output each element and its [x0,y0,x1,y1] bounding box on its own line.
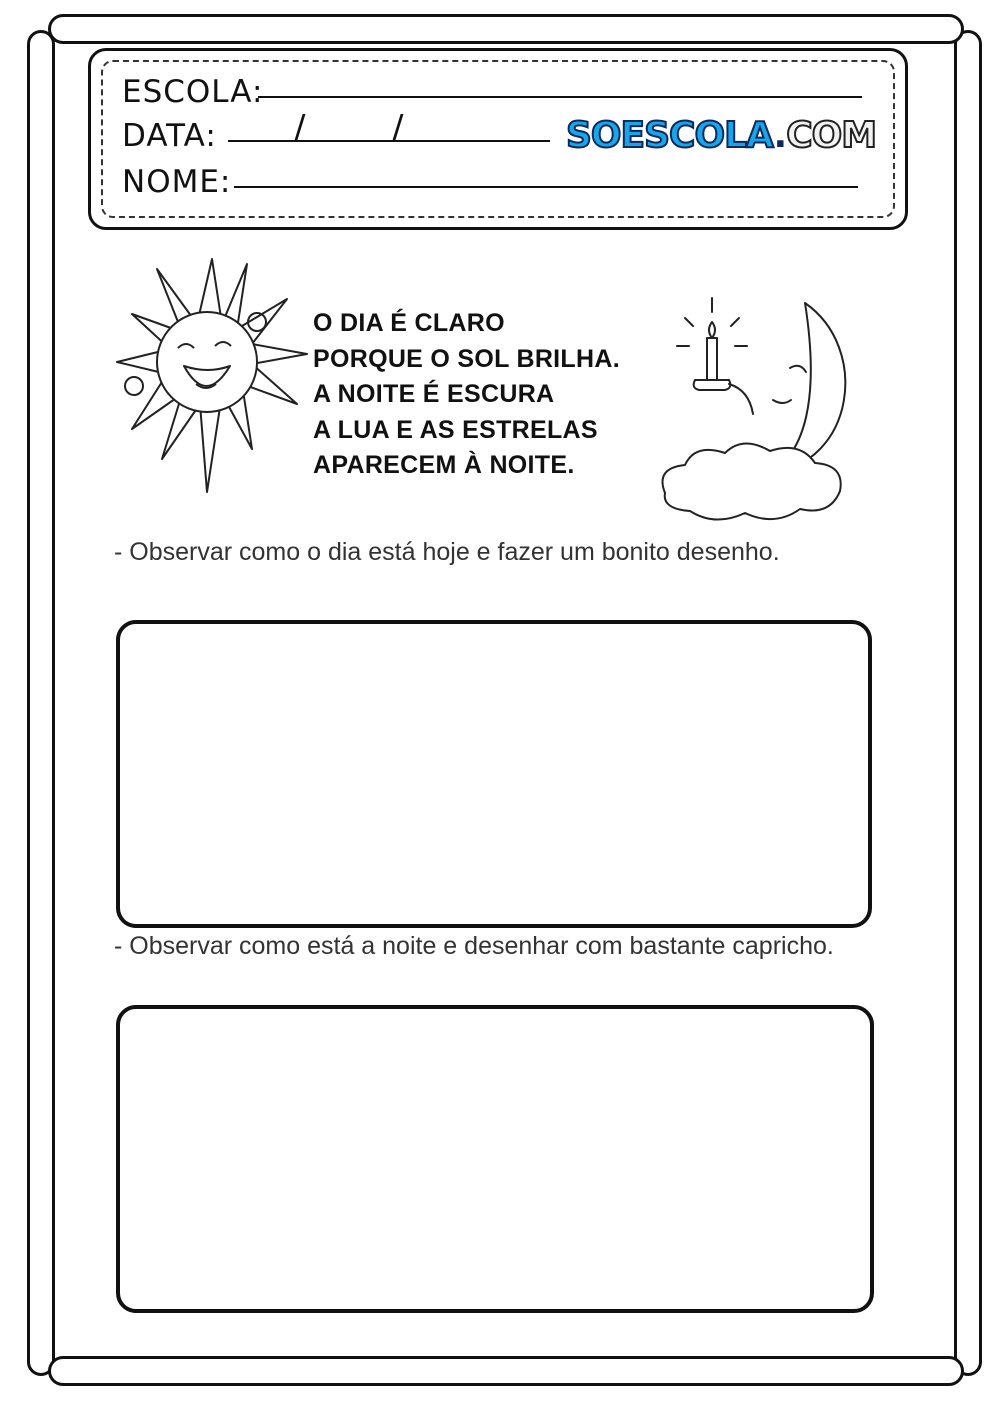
drawing-area-day[interactable] [116,620,872,928]
date-separator-1: / [294,108,306,148]
brand-name: SOESCOLA [566,115,774,156]
poem-line: PORQUE O SOL BRILHA. [313,344,620,373]
nome-field[interactable] [234,186,858,188]
smiling-sun-icon [112,244,312,494]
drawing-area-night[interactable] [116,1005,874,1313]
poem-line: A LUA E AS ESTRELAS [313,415,598,444]
poem-line: APARECEM À NOITE. [313,451,575,479]
escola-field[interactable] [258,96,862,98]
brand-dot: . [773,115,787,156]
poem [313,306,620,484]
data-field[interactable] [228,140,550,142]
brand-tld: COM [786,115,877,156]
poem-line: A NOITE É ESCURA [313,380,555,408]
poem-line: O DIA É CLARO [313,309,505,337]
brand-logo [566,115,877,156]
escola-label: ESCOLA: [122,74,264,110]
frame-roll-bottom [48,1356,964,1386]
nome-label: NOME: [122,164,232,200]
frame-roll-right [954,30,982,1376]
crescent-moon-with-candle-icon [655,288,870,533]
date-separator-2: / [392,108,404,148]
frame-roll-top [48,14,964,44]
frame-roll-left [27,30,55,1376]
data-label: DATA: [122,118,217,154]
instruction-day: - Observar como o dia está hoje e fazer um bonito desenho. [114,538,780,566]
instruction-night: - Observar como está a noite e desenhar com bastante capricho. [114,932,834,960]
